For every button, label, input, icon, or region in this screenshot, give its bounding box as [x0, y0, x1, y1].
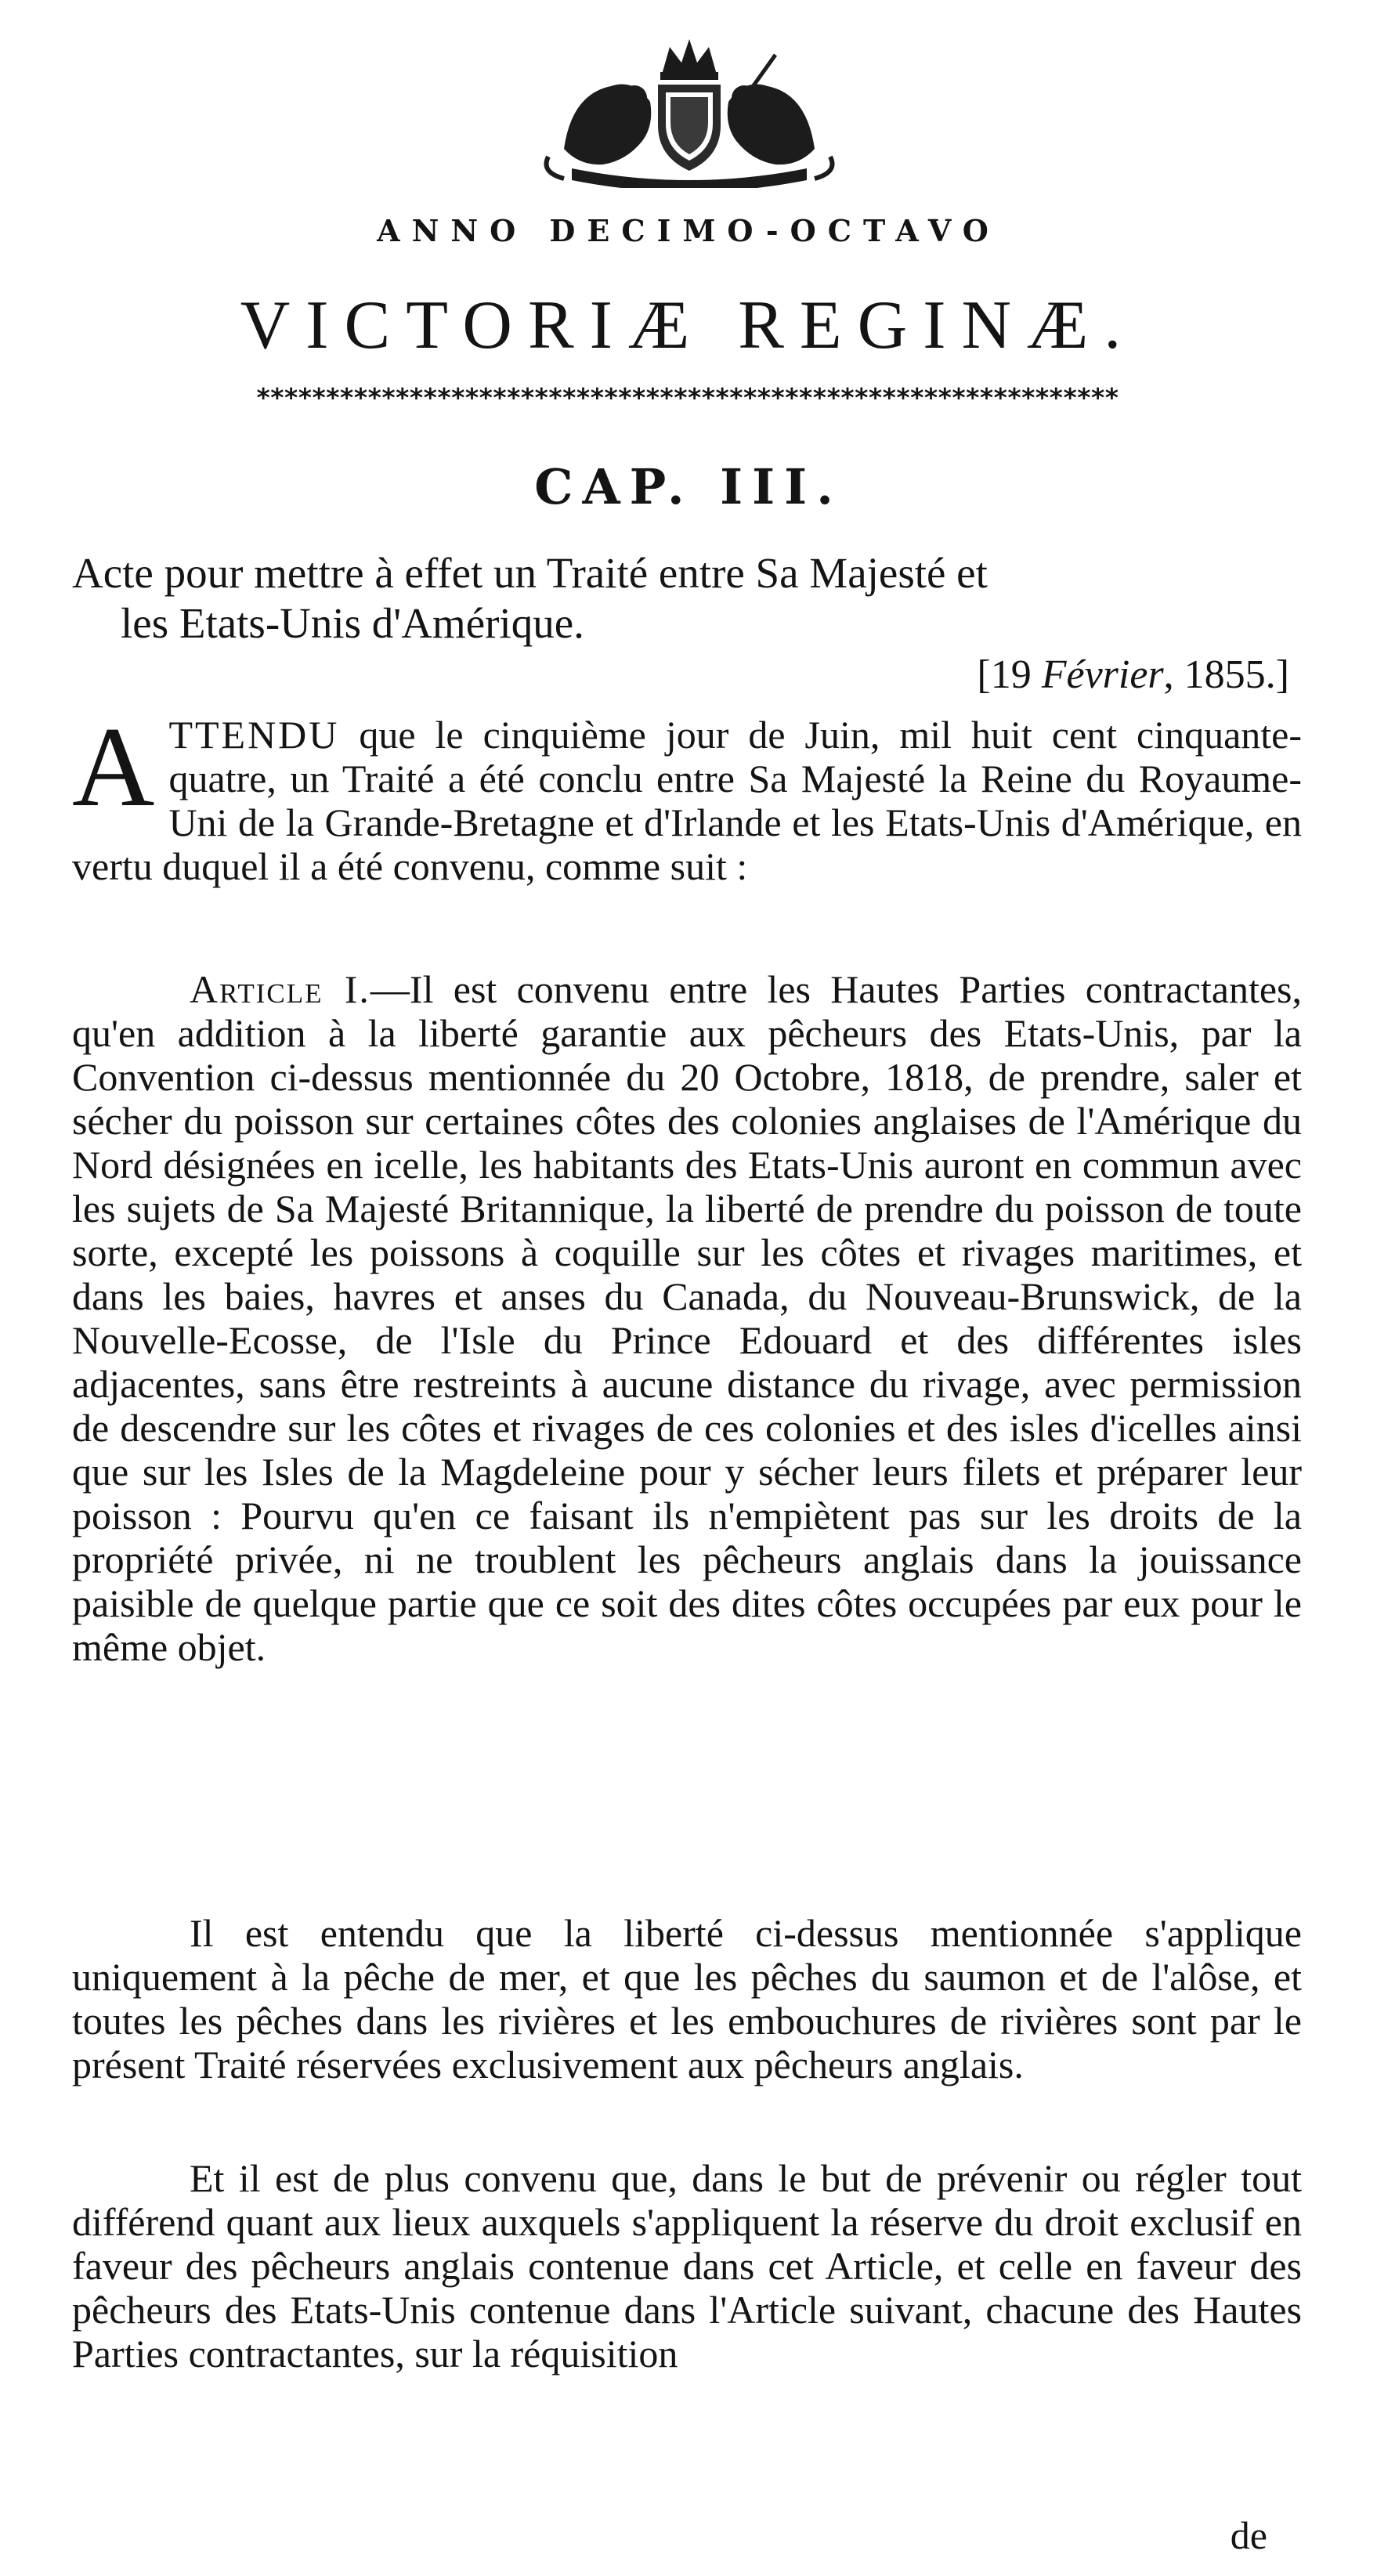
royal-arms-emblem — [517, 31, 862, 188]
reign-title: VICTORIÆ REGINÆ. — [240, 287, 1137, 363]
article-text: —Il est convenu entre les Hautes Parties contractantes, qu'en addition à la liberté garantie aux pêcheurs des Etats-Unis, par la Convention ci-dessus mentionnée du 20 Octobre, 1818, de prendre, saler et sécher du poisson sur certaines côtes des colonies anglaises de l'Amérique du Nord désignées en icelle, les habitants des Etats-Unis auront en commun avec les sujets de Sa Majesté Britannique, la liberté de prendre du poisson de toute sorte, excepté les poissons à coquille sur les côtes et rivages maritimes, et dans les baies, havres et anses du Canada, du Nouveau-Brunswick, de la Nouvelle-Ecosse, de l'Isle du Prince Edouard et des différentes isles adjacentes, sans être restreints à aucune distance du rivage, avec permission de descendre sur les côtes et rivages de ces colonies et des isles d'icelles ainsi que sur les Isles de la Magdeleine pour y sécher leurs filets et préparer leur poisson : Pourvu qu'en ce faisant ils n'empiètent pas sur les droits de la propriété privée, ni ne troublent les pêcheurs anglais dans la jouissance paisible de quelque partie que ce soit des dites côtes occupées par eux pour le même objet. — [72, 967, 1302, 1669]
act-title-line-2: les Etats-Unis d'Amérique. — [121, 599, 584, 647]
regnal-year-heading: ANNO DECIMO-OCTAVO — [377, 213, 1000, 248]
act-title-line-1: Acte pour mettre à effet un Traité entre Sa Majesté et — [72, 549, 988, 597]
article-label: Article I. — [190, 967, 370, 1011]
act-title — [72, 548, 1302, 649]
paragraph-3: Et il est de plus convenu que, dans le but de prévenir ou régler tout différend quant aux lieux auxquels s'appliquent la réserve du droit exclusif en faveur des pêcheurs anglais contenue dans cet Article, et celle en faveur des pêcheurs des Etats-Unis contenue dans l'Article suivant, chacune des Hautes Parties contractantes, sur la réquisition — [72, 2156, 1302, 2375]
preamble-text: que le cinquième jour de Juin, mil huit cent cinquante-quatre, un Traité a été conclu entre Sa Majesté la Reine du Royaume-Uni de la Grande-Bretagne et d'Irlande et les Etats-Unis d'Amérique, en vertu duquel il a été convenu, comme suit : — [72, 713, 1303, 888]
assent-date-close: , 1855.] — [1163, 652, 1289, 697]
assent-date-month: Février — [1041, 652, 1164, 697]
assent-date-open: [19 — [977, 652, 1042, 697]
article-one-paragraph — [72, 967, 1302, 1669]
asterisk-rule: ************************************************************** — [256, 382, 1119, 413]
drop-cap: A — [72, 703, 155, 830]
chapter-heading: CAP. III. — [534, 458, 843, 515]
catchword: de — [1230, 2513, 1267, 2557]
preamble-paragraph — [72, 703, 1303, 888]
assent-date — [977, 652, 1289, 698]
paragraph-2: Il est entendu que la liberté ci-dessus mentionnée s'applique uniquement à la pêche de mer, et que les pêches du saumon et de l'alôse, et toutes les pêches dans les rivières et les embouchures de rivières sont par le présent Traité réservées exclusivement aux pêcheurs anglais. — [72, 1911, 1302, 2086]
preamble-first-word: TTENDU — [168, 713, 340, 757]
